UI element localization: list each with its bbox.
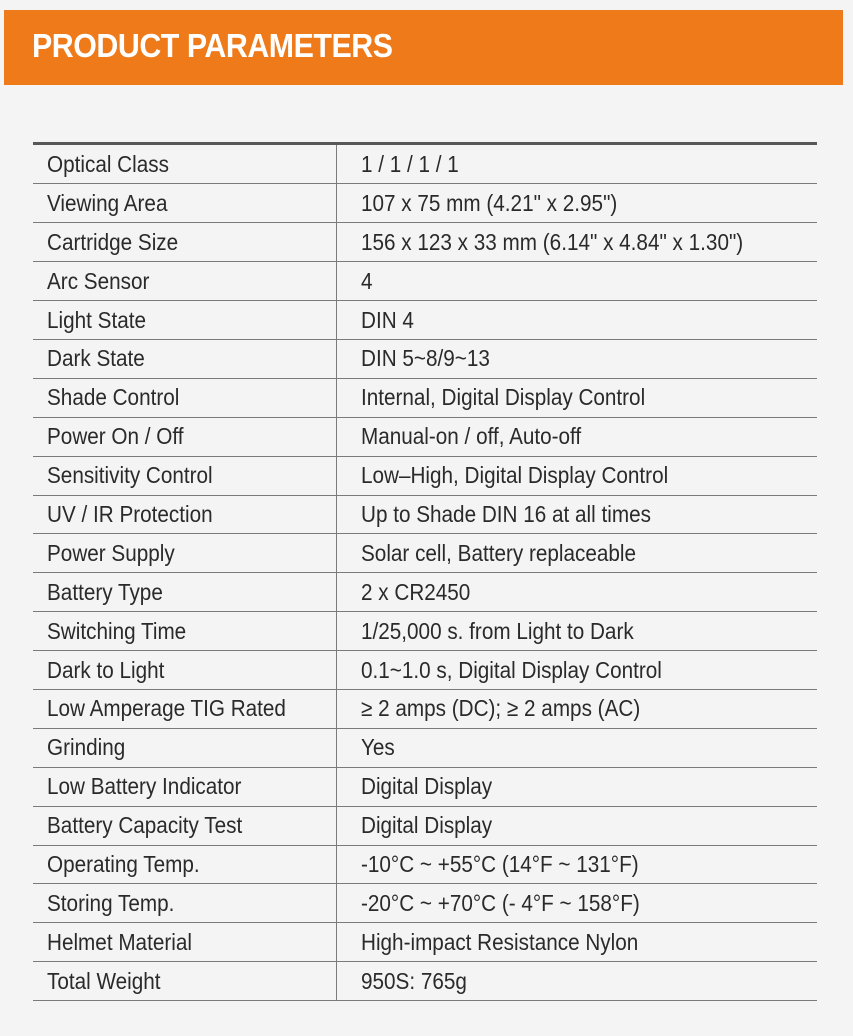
parameter-label: Power Supply bbox=[47, 539, 175, 566]
parameter-label-cell bbox=[33, 923, 336, 962]
parameter-value: Yes bbox=[360, 734, 395, 761]
parameter-label-cell bbox=[33, 962, 336, 1001]
parameter-value-cell bbox=[336, 962, 817, 1001]
parameter-label: Battery Capacity Test bbox=[47, 812, 243, 839]
parameter-value-cell bbox=[336, 417, 817, 456]
table-row bbox=[33, 301, 817, 340]
parameter-value-cell bbox=[336, 534, 817, 573]
table-row bbox=[33, 806, 817, 845]
parameter-label-cell bbox=[33, 612, 336, 651]
table-row bbox=[33, 728, 817, 767]
parameter-value: 1/25,000 s. from Light to Dark bbox=[360, 617, 634, 644]
parameter-value-cell bbox=[336, 923, 817, 962]
parameter-value-cell bbox=[336, 689, 817, 728]
table-row bbox=[33, 417, 817, 456]
parameter-value-cell bbox=[336, 495, 817, 534]
table-row bbox=[33, 884, 817, 923]
parameter-label-cell bbox=[33, 884, 336, 923]
table-row bbox=[33, 184, 817, 223]
parameter-value: High-impact Resistance Nylon bbox=[360, 928, 638, 955]
parameter-value: 0.1~1.0 s, Digital Display Control bbox=[360, 656, 662, 683]
table-row bbox=[33, 378, 817, 417]
table-row bbox=[33, 689, 817, 728]
header-banner bbox=[4, 10, 843, 85]
table-row bbox=[33, 262, 817, 301]
parameter-label: Battery Type bbox=[47, 578, 163, 605]
parameters-table-body bbox=[33, 145, 817, 1001]
table-row bbox=[33, 534, 817, 573]
parameter-label-cell bbox=[33, 184, 336, 223]
parameter-value: Digital Display bbox=[360, 773, 492, 800]
parameter-label: Light State bbox=[47, 306, 146, 333]
parameter-label: Dark to Light bbox=[47, 656, 165, 683]
table-row bbox=[33, 767, 817, 806]
parameter-label: Helmet Material bbox=[47, 928, 192, 955]
table-row bbox=[33, 651, 817, 690]
parameter-label-cell bbox=[33, 845, 336, 884]
parameters-table-wrapper bbox=[33, 142, 817, 1001]
table-row bbox=[33, 339, 817, 378]
parameter-value: 156 x 123 x 33 mm (6.14" x 4.84" x 1.30") bbox=[360, 228, 743, 255]
parameter-label-cell bbox=[33, 339, 336, 378]
parameter-label-cell bbox=[33, 689, 336, 728]
parameter-value-cell bbox=[336, 378, 817, 417]
parameter-label: Cartridge Size bbox=[47, 228, 179, 255]
parameter-label-cell bbox=[33, 495, 336, 534]
parameter-label-cell bbox=[33, 301, 336, 340]
table-row bbox=[33, 923, 817, 962]
table-row bbox=[33, 145, 817, 184]
parameter-label-cell bbox=[33, 145, 336, 184]
parameter-label: Power On / Off bbox=[47, 423, 184, 450]
parameter-value: DIN 5~8/9~13 bbox=[360, 345, 490, 372]
parameter-label: Shade Control bbox=[47, 384, 180, 411]
table-row bbox=[33, 495, 817, 534]
parameter-value: 1 / 1 / 1 / 1 bbox=[360, 150, 459, 177]
parameter-value-cell bbox=[336, 806, 817, 845]
parameter-value-cell bbox=[336, 339, 817, 378]
parameter-value-cell bbox=[336, 456, 817, 495]
parameter-label: Grinding bbox=[47, 734, 126, 761]
parameter-value: 107 x 75 mm (4.21" x 2.95") bbox=[360, 189, 617, 216]
parameter-value-cell bbox=[336, 612, 817, 651]
parameter-label: Total Weight bbox=[47, 967, 161, 994]
parameter-value: -20°C ~ +70°C (- 4°F ~ 158°F) bbox=[360, 889, 640, 916]
parameter-label: Storing Temp. bbox=[47, 889, 175, 916]
parameter-label-cell bbox=[33, 262, 336, 301]
parameter-value: ≥ 2 amps (DC); ≥ 2 amps (AC) bbox=[360, 695, 640, 722]
parameter-label-cell bbox=[33, 767, 336, 806]
table-row bbox=[33, 962, 817, 1001]
parameter-label: Operating Temp. bbox=[47, 850, 200, 877]
parameter-label: Switching Time bbox=[47, 617, 187, 644]
table-row bbox=[33, 573, 817, 612]
parameter-label: Low Amperage TIG Rated bbox=[47, 695, 286, 722]
parameter-value-cell bbox=[336, 301, 817, 340]
parameter-value: Manual-on / off, Auto-off bbox=[360, 423, 581, 450]
parameter-value-cell bbox=[336, 184, 817, 223]
parameter-value-cell bbox=[336, 145, 817, 184]
parameter-label-cell bbox=[33, 223, 336, 262]
parameter-value: 2 x CR2450 bbox=[360, 578, 470, 605]
parameters-table bbox=[33, 145, 817, 1001]
parameter-value-cell bbox=[336, 767, 817, 806]
parameter-value: Digital Display bbox=[360, 812, 492, 839]
parameter-label: Optical Class bbox=[47, 150, 169, 177]
parameter-value: -10°C ~ +55°C (14°F ~ 131°F) bbox=[360, 850, 639, 877]
parameter-value: Solar cell, Battery replaceable bbox=[360, 539, 636, 566]
parameter-label: Low Battery Indicator bbox=[47, 773, 242, 800]
parameter-value-cell bbox=[336, 884, 817, 923]
parameter-label-cell bbox=[33, 573, 336, 612]
parameter-value: Up to Shade DIN 16 at all times bbox=[360, 500, 651, 527]
parameter-value: DIN 4 bbox=[360, 306, 414, 333]
parameter-value-cell bbox=[336, 651, 817, 690]
parameter-label: Sensitivity Control bbox=[47, 462, 213, 489]
parameter-label: Dark State bbox=[47, 345, 145, 372]
table-row bbox=[33, 456, 817, 495]
parameter-value: 4 bbox=[360, 267, 373, 294]
parameter-label-cell bbox=[33, 378, 336, 417]
parameter-value-cell bbox=[336, 573, 817, 612]
table-row bbox=[33, 612, 817, 651]
parameter-value-cell bbox=[336, 728, 817, 767]
parameter-label: UV / IR Protection bbox=[47, 500, 213, 527]
parameter-label-cell bbox=[33, 651, 336, 690]
parameter-label: Arc Sensor bbox=[47, 267, 150, 294]
parameter-value: 950S: 765g bbox=[360, 967, 467, 994]
parameter-value-cell bbox=[336, 262, 817, 301]
table-row bbox=[33, 845, 817, 884]
parameter-label-cell bbox=[33, 456, 336, 495]
parameter-label-cell bbox=[33, 417, 336, 456]
parameter-value: Internal, Digital Display Control bbox=[360, 384, 645, 411]
parameter-value: Low–High, Digital Display Control bbox=[360, 462, 668, 489]
table-row bbox=[33, 223, 817, 262]
parameter-label: Viewing Area bbox=[47, 189, 168, 216]
parameter-label-cell bbox=[33, 728, 336, 767]
parameter-label-cell bbox=[33, 534, 336, 573]
parameter-label-cell bbox=[33, 806, 336, 845]
parameter-value-cell bbox=[336, 845, 817, 884]
page-title: PRODUCT PARAMETERS bbox=[32, 27, 393, 64]
parameter-value-cell bbox=[336, 223, 817, 262]
